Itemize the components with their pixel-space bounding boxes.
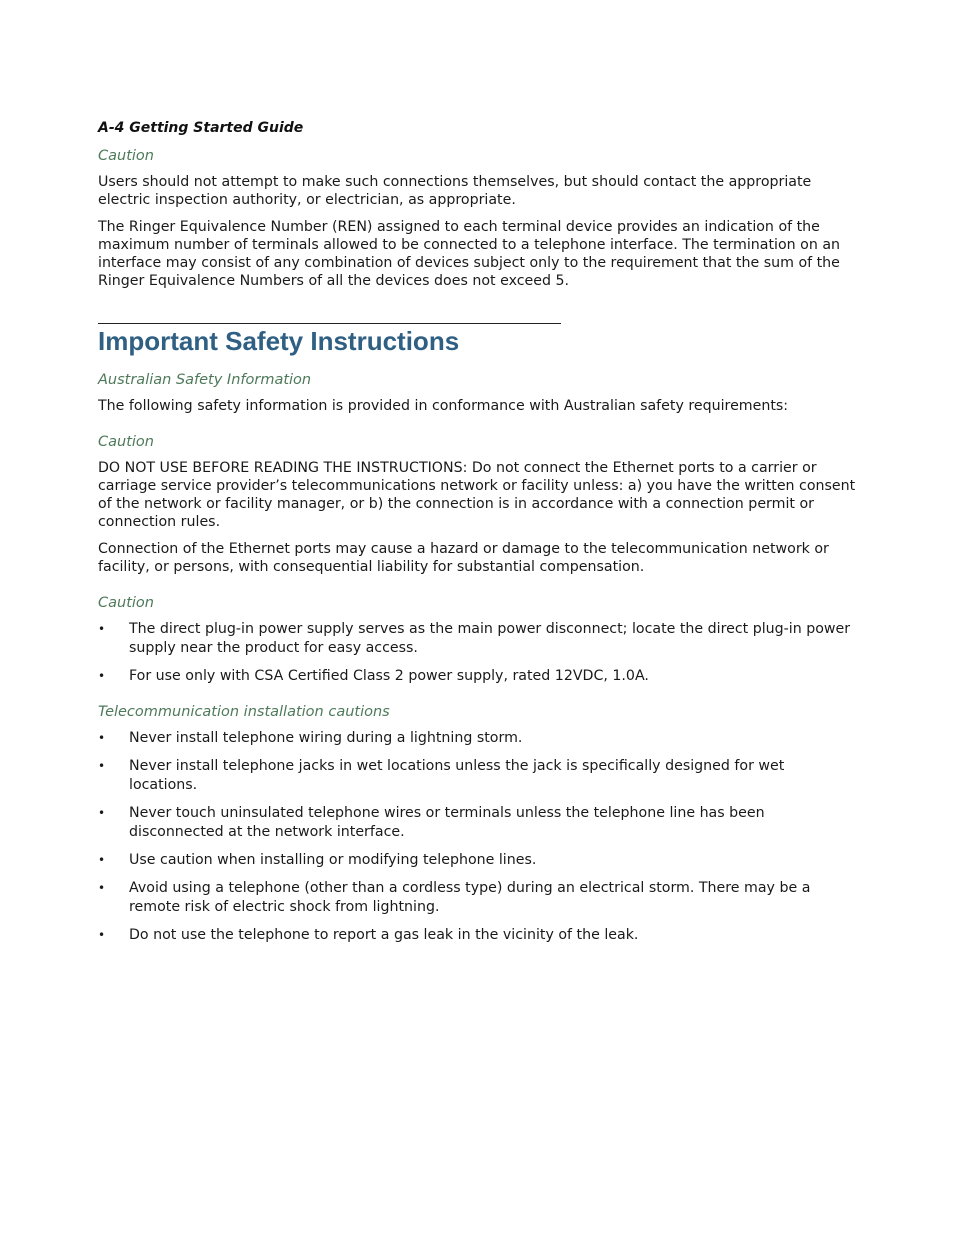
bullet-icon: • (98, 669, 106, 683)
list-item-text: Never install telephone wiring during a lightning storm. (129, 730, 523, 746)
section-divider (98, 323, 561, 324)
caution-2-paragraph-2: Connection of the Ethernet ports may cause a hazard or damage to the telecommunication network or facility, or persons, with consequential liability for substantial compensation. (98, 541, 829, 575)
caution-2-paragraph-1: DO NOT USE BEFORE READING THE INSTRUCTIONS: Do not connect the Ethernet ports to a carrier or carriage service provider’s telecommunications network or facility unless: a) you have the written consent of the network or facility manager, or b) the connection is in accordance with a connection permit or connection rules. (98, 460, 856, 530)
section-title: Important Safety Instructions (98, 326, 460, 356)
caution-1-paragraph-2: The Ringer Equivalence Number (REN) assigned to each terminal device provides an indication of the maximum number of terminals allowed to be connected to a telephone interface. The termination on an interface may consist of any combination of devices subject only to the requirement that the sum of the Ringer Equivalence Numbers of all the devices does not exceed 5. (98, 219, 841, 289)
list-item (98, 926, 856, 945)
list-item (98, 667, 856, 686)
australian-safety-heading: Australian Safety Information (98, 372, 312, 388)
running-head: A-4 Getting Started Guide (98, 120, 304, 136)
list-item-text: Avoid using a telephone (other than a cordless type) during an electrical storm. There may be a remote risk of electric shock from lightning. (129, 880, 811, 915)
telecom-cautions-heading: Telecommunication installation cautions (98, 704, 390, 720)
list-item-text: Do not use the telephone to report a gas leak in the vicinity of the leak. (129, 927, 639, 943)
list-item-text: Use caution when installing or modifying telephone lines. (129, 852, 537, 868)
document-page (98, 119, 856, 962)
list-item (98, 851, 856, 870)
list-item-text: Never install telephone jacks in wet locations unless the jack is specifically designed for wet locations. (129, 758, 785, 793)
caution-heading-1: Caution (98, 148, 154, 164)
list-item (98, 879, 856, 917)
list-item (98, 804, 856, 842)
list-item (98, 620, 856, 658)
list-item-text: For use only with CSA Certified Class 2 power supply, rated 12VDC, 1.0A. (129, 668, 649, 684)
bullet-icon: • (98, 806, 106, 820)
bullet-icon: • (98, 731, 106, 745)
bullet-icon: • (98, 853, 106, 867)
telecom-cautions-list (98, 729, 856, 945)
list-item-text: The direct plug-in power supply serves as the main power disconnect; locate the direct plug-in power supply near the product for easy access. (129, 621, 851, 656)
bullet-icon: • (98, 622, 106, 636)
caution-heading-3: Caution (98, 595, 154, 611)
list-item (98, 757, 856, 795)
caution-1-paragraph-1: Users should not attempt to make such connections themselves, but should contact the appropriate electric inspection authority, or electrician, as appropriate. (98, 174, 812, 208)
power-supply-caution-list (98, 620, 856, 686)
bullet-icon: • (98, 928, 106, 942)
bullet-icon: • (98, 881, 106, 895)
australian-safety-paragraph: The following safety information is provided in conformance with Australian safety requirements: (98, 398, 789, 414)
list-item (98, 729, 856, 748)
list-item-text: Never touch uninsulated telephone wires or terminals unless the telephone line has been disconnected at the network interface. (129, 805, 765, 840)
bullet-icon: • (98, 759, 106, 773)
caution-heading-2: Caution (98, 434, 154, 450)
